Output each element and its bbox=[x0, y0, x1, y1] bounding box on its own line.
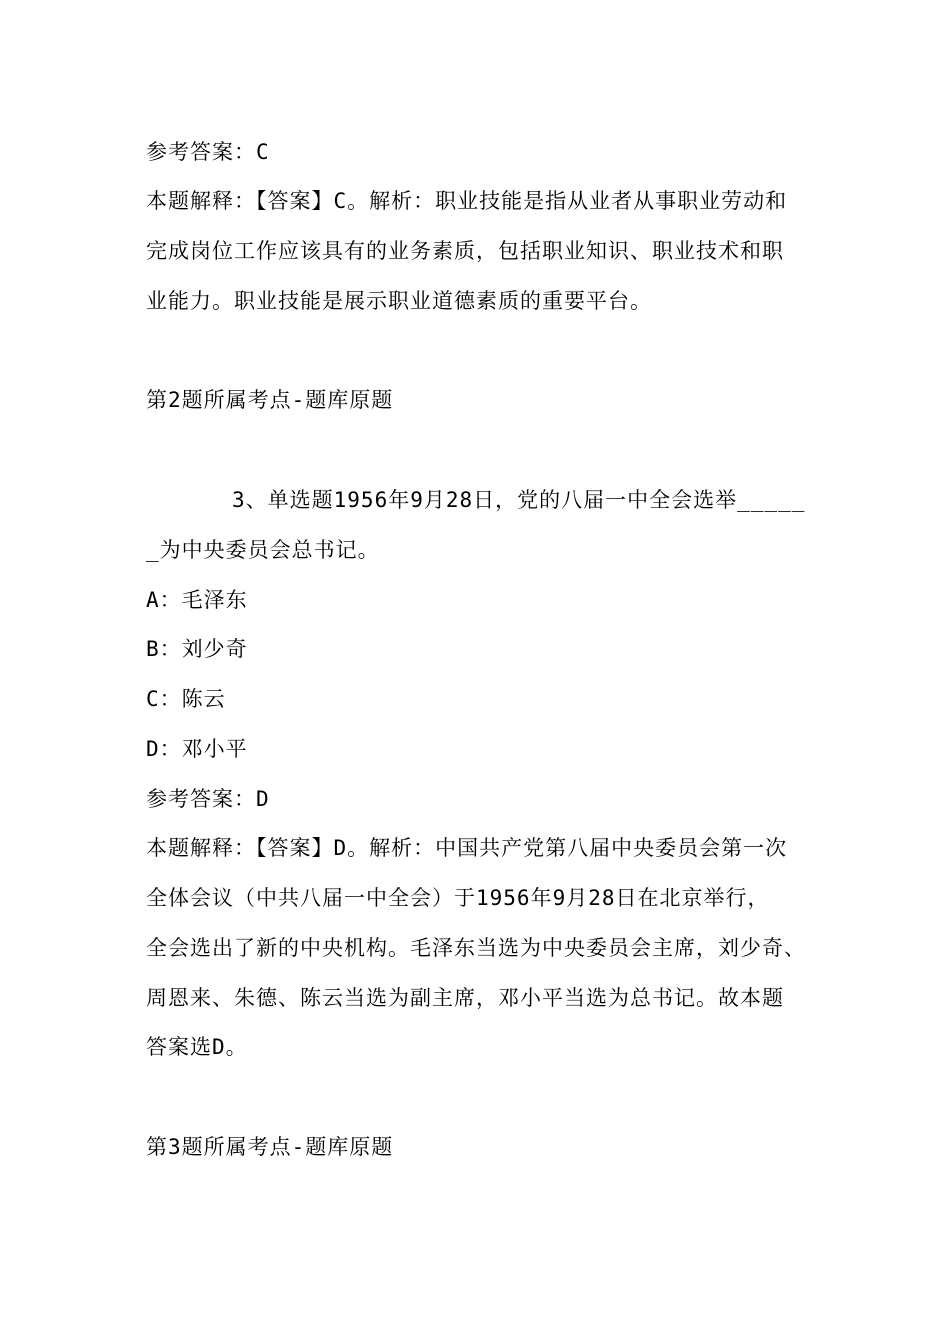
q3-question-line: _为中央委员会总书记。 bbox=[146, 538, 380, 562]
q3-question-line: 3、单选题1956年9月28日，党的八届一中全会选举_____ bbox=[232, 488, 806, 512]
q3-explanation-line: 本题解释：【答案】D。解析：中国共产党第八届中央委员会第一次 bbox=[146, 836, 788, 860]
q3-explanation-line: 全会选出了新的中央机构。毛泽东当选为中央委员会主席，刘少奇、 bbox=[146, 936, 806, 960]
q3-explanation-line: 周恩来、朱德、陈云当选为副主席，邓小平当选为总书记。故本题 bbox=[146, 986, 784, 1010]
q2-explanation-line: 本题解释：【答案】C。解析：职业技能是指从业者从事职业劳动和 bbox=[146, 189, 788, 213]
q3-answer: 参考答案：D bbox=[146, 787, 270, 811]
q3-explanation-line: 答案选D。 bbox=[146, 1035, 248, 1059]
q3-topic: 第3题所属考点-题库原题 bbox=[146, 1135, 394, 1159]
q3-option-b: B：刘少奇 bbox=[146, 637, 248, 661]
q3-option-c: C：陈云 bbox=[146, 687, 226, 711]
q2-explanation-line: 完成岗位工作应该具有的业务素质，包括职业知识、职业技术和职 bbox=[146, 239, 784, 263]
q2-answer: 参考答案：C bbox=[146, 140, 270, 164]
q2-explanation-line: 业能力。职业技能是展示职业道德素质的重要平台。 bbox=[146, 289, 652, 313]
q3-option-a: A：毛泽东 bbox=[146, 588, 248, 612]
q3-explanation-line: 全体会议（中共八届一中全会）于1956年9月28日在北京举行， bbox=[146, 886, 770, 910]
q3-option-d: D：邓小平 bbox=[146, 737, 248, 761]
q2-topic: 第2题所属考点-题库原题 bbox=[146, 388, 394, 412]
